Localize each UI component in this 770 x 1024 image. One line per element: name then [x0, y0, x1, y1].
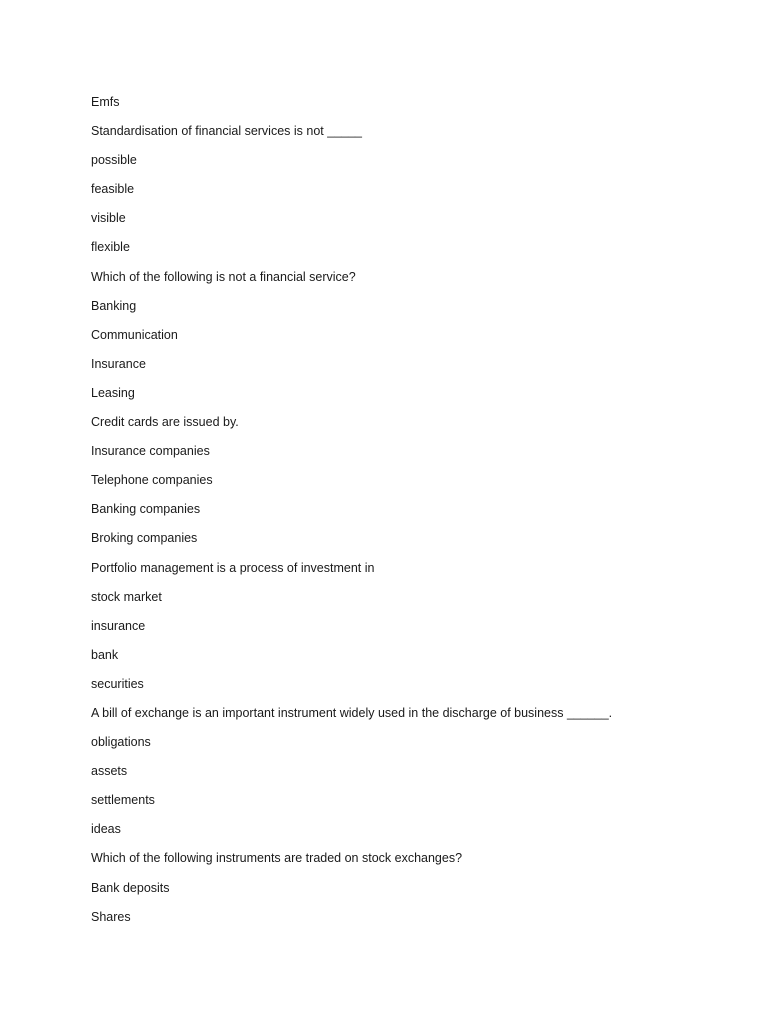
- question-5-option-4: ideas: [91, 822, 121, 837]
- question-5-option-2: assets: [91, 764, 128, 779]
- question-6-option-1: Bank deposits: [91, 880, 170, 895]
- question-4-option-1: stock market: [91, 589, 162, 604]
- question-6: Which of the following instruments are traded on stock exchanges?: [91, 851, 463, 866]
- question-1-option-2: feasible: [91, 182, 135, 197]
- question-2: Which of the following is not a financial service?: [91, 269, 356, 284]
- question-3-option-2: Telephone companies: [91, 473, 213, 488]
- question-2-option-1: Banking: [91, 298, 137, 313]
- question-2-option-2: Communication: [91, 327, 178, 342]
- question-2-option-4: Leasing: [91, 385, 135, 400]
- question-4-option-4: securities: [91, 676, 144, 691]
- question-4: Portfolio management is a process of investment in: [91, 560, 375, 575]
- question-5-option-1: obligations: [91, 735, 151, 750]
- question-1-option-4: flexible: [91, 240, 130, 255]
- document-body: [91, 94, 731, 938]
- question-5-option-3: settlements: [91, 793, 155, 808]
- question-1: Standardisation of financial services is not _____: [91, 124, 362, 139]
- doc-title: Emfs: [91, 95, 120, 109]
- question-3-option-3: Banking companies: [91, 502, 201, 517]
- question-1-option-3: visible: [91, 211, 126, 226]
- question-3-option-1: Insurance companies: [91, 444, 210, 459]
- question-1-option-1: possible: [91, 153, 137, 168]
- question-3: Credit cards are issued by.: [91, 415, 239, 430]
- question-3-option-4: Broking companies: [91, 531, 198, 546]
- question-5: A bill of exchange is an important instrument widely used in the discharge of business ______.: [91, 705, 613, 720]
- question-6-option-2: Shares: [91, 909, 131, 924]
- question-4-option-2: insurance: [91, 618, 146, 633]
- question-4-option-3: bank: [91, 647, 119, 662]
- question-2-option-3: Insurance: [91, 356, 146, 371]
